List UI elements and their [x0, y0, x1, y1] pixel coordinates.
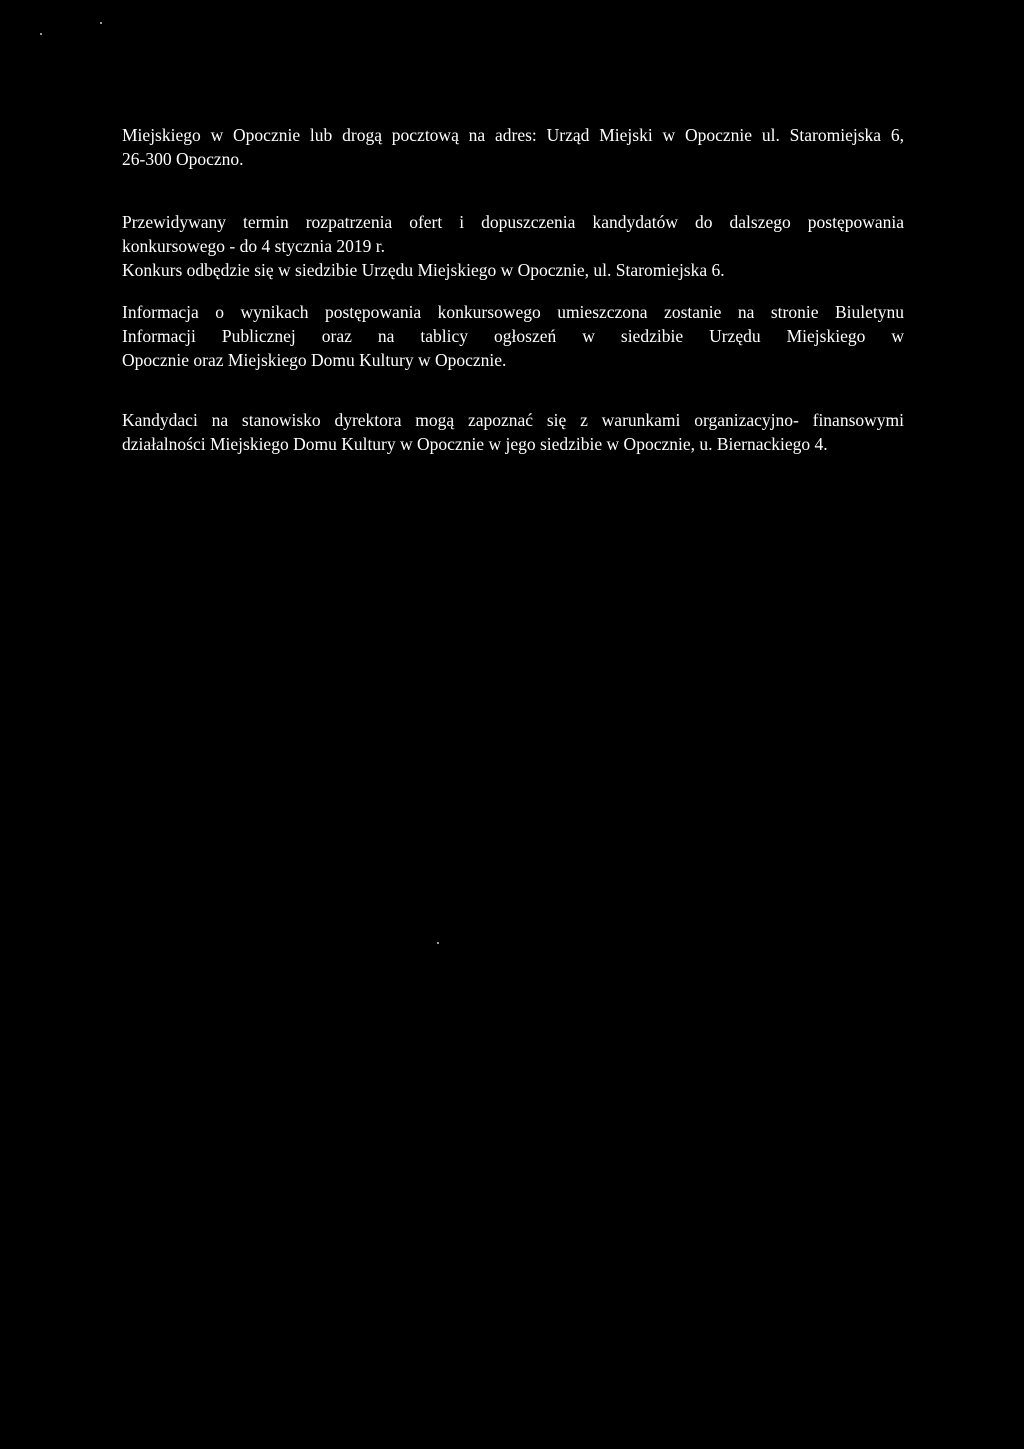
scan-speck	[437, 942, 439, 944]
text-line: 26-300 Opoczno.	[122, 149, 244, 169]
text-line: Informacja o wynikach postępowania konkursowego umieszczona zostanie na stronie Biuletynu	[122, 302, 904, 322]
scan-speck	[40, 33, 42, 35]
results-announcement-paragraph	[122, 300, 904, 372]
text-line: Konkurs odbędzie się w siedzibie Urzędu Miejskiego w Opocznie, ul. Staromiejska 6.	[122, 260, 725, 280]
submission-address-paragraph	[122, 123, 904, 171]
text-line: Miejskiego w Opocznie lub drogą pocztową na adres: Urząd Miejski w Opocznie ul. Staromiejska 6,	[122, 125, 904, 145]
text-line: konkursowego - do 4 stycznia 2019 r.	[122, 236, 385, 256]
review-deadline-paragraph	[122, 210, 904, 282]
text-line: Informacji Publicznej oraz na tablicy ogłoszeń w siedzibie Urzędu Miejskiego w	[122, 326, 904, 346]
text-line: Przewidywany termin rozpatrzenia ofert i dopuszczenia kandydatów do dalszego postępowania	[122, 212, 904, 232]
candidates-information-paragraph	[122, 408, 904, 456]
text-line: Kandydaci na stanowisko dyrektora mogą zapoznać się z warunkami organizacyjno- finansowymi	[122, 410, 904, 430]
scan-speck	[100, 22, 102, 24]
text-line: Opocznie oraz Miejskiego Domu Kultury w Opocznie.	[122, 350, 507, 370]
text-line: działalności Miejskiego Domu Kultury w Opocznie w jego siedzibie w Opocznie, u. Biernackiego 4.	[122, 434, 828, 454]
